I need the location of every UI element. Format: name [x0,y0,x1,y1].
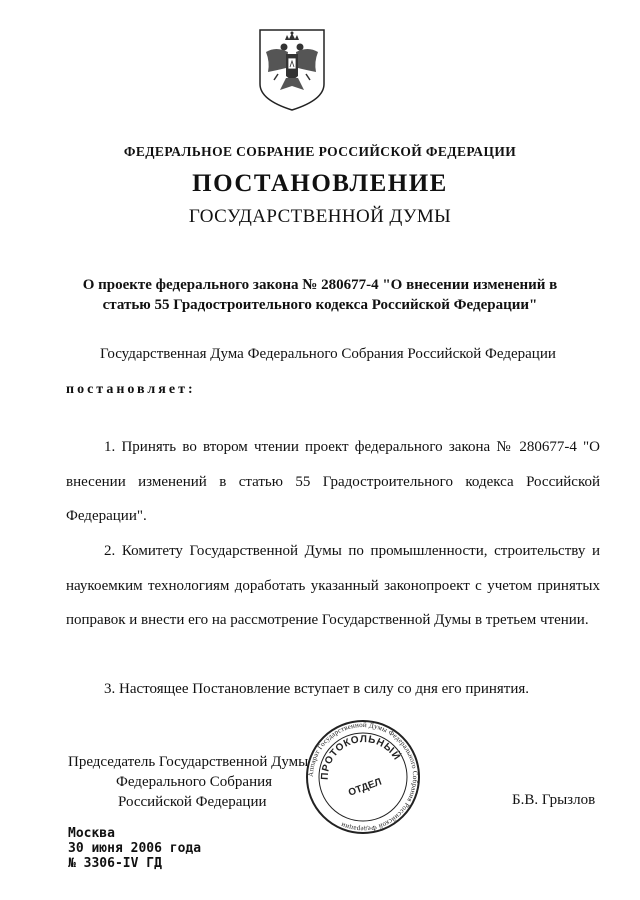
coat-of-arms-icon [258,28,326,112]
seal-center-text: ОТДЕЛ [347,776,384,799]
subject-line-2: статью 55 Градостроительного кодекса Российской Федерации" [102,297,538,313]
svg-text:ПРОТОКОЛЬНЫЙ [320,734,404,780]
footer-number: № 3306-IV ГД [68,856,162,871]
footer-city: Москва [68,826,115,841]
resolves-word: постановляет: [66,382,196,397]
seal-inner-text: ПРОТОКОЛЬНЫЙ [319,734,403,781]
signer-name: Б.В. Грызлов [512,792,596,808]
document-subject [40,275,600,315]
document-title: ПОСТАНОВЛЕНИЕ [192,170,448,197]
resolution-item-2: 2. Комитету Государственной Думы по промышленности, строительству и наукоемким технологиям доработать указанный законопроект с учетом принятых поправок и внести его на рассмотрение Государственной Думы в третьем чтении. [66,543,600,628]
round-seal-icon [304,718,422,836]
footer-date: 30 июня 2006 года [68,841,202,856]
position-line-2: Федерального Собрания [116,774,273,790]
preamble-text: Государственная Дума Федерального Собрания Российской Федерации [100,346,556,362]
signature-position [68,752,328,812]
document-footer [68,826,201,871]
subject-line-1: О проекте федерального закона № 280677-4 "О внесении изменений в [82,277,558,293]
organization-header: ФЕДЕРАЛЬНОЕ СОБРАНИЕ РОССИЙСКОЙ ФЕДЕРАЦИИ [123,144,517,159]
resolution-item-3: 3. Настоящее Постановление вступает в силу со дня его принятия. [104,681,530,697]
seal-outer-text: Аппарат Государственной Думы Федерального Собрания Российской Федерации [306,720,420,834]
document-subtitle: ГОСУДАРСТВЕННОЙ ДУМЫ [188,206,452,227]
position-line-3: Российской Федерации [118,794,267,810]
position-line-1: Председатель Государственной Думы [68,754,309,770]
resolution-item-1: 1. Принять во втором чтении проект федерального закона № 280677-4 "О внесении изменений в статью 55 Градостроительного кодекса Российской Федерации". [66,439,600,524]
